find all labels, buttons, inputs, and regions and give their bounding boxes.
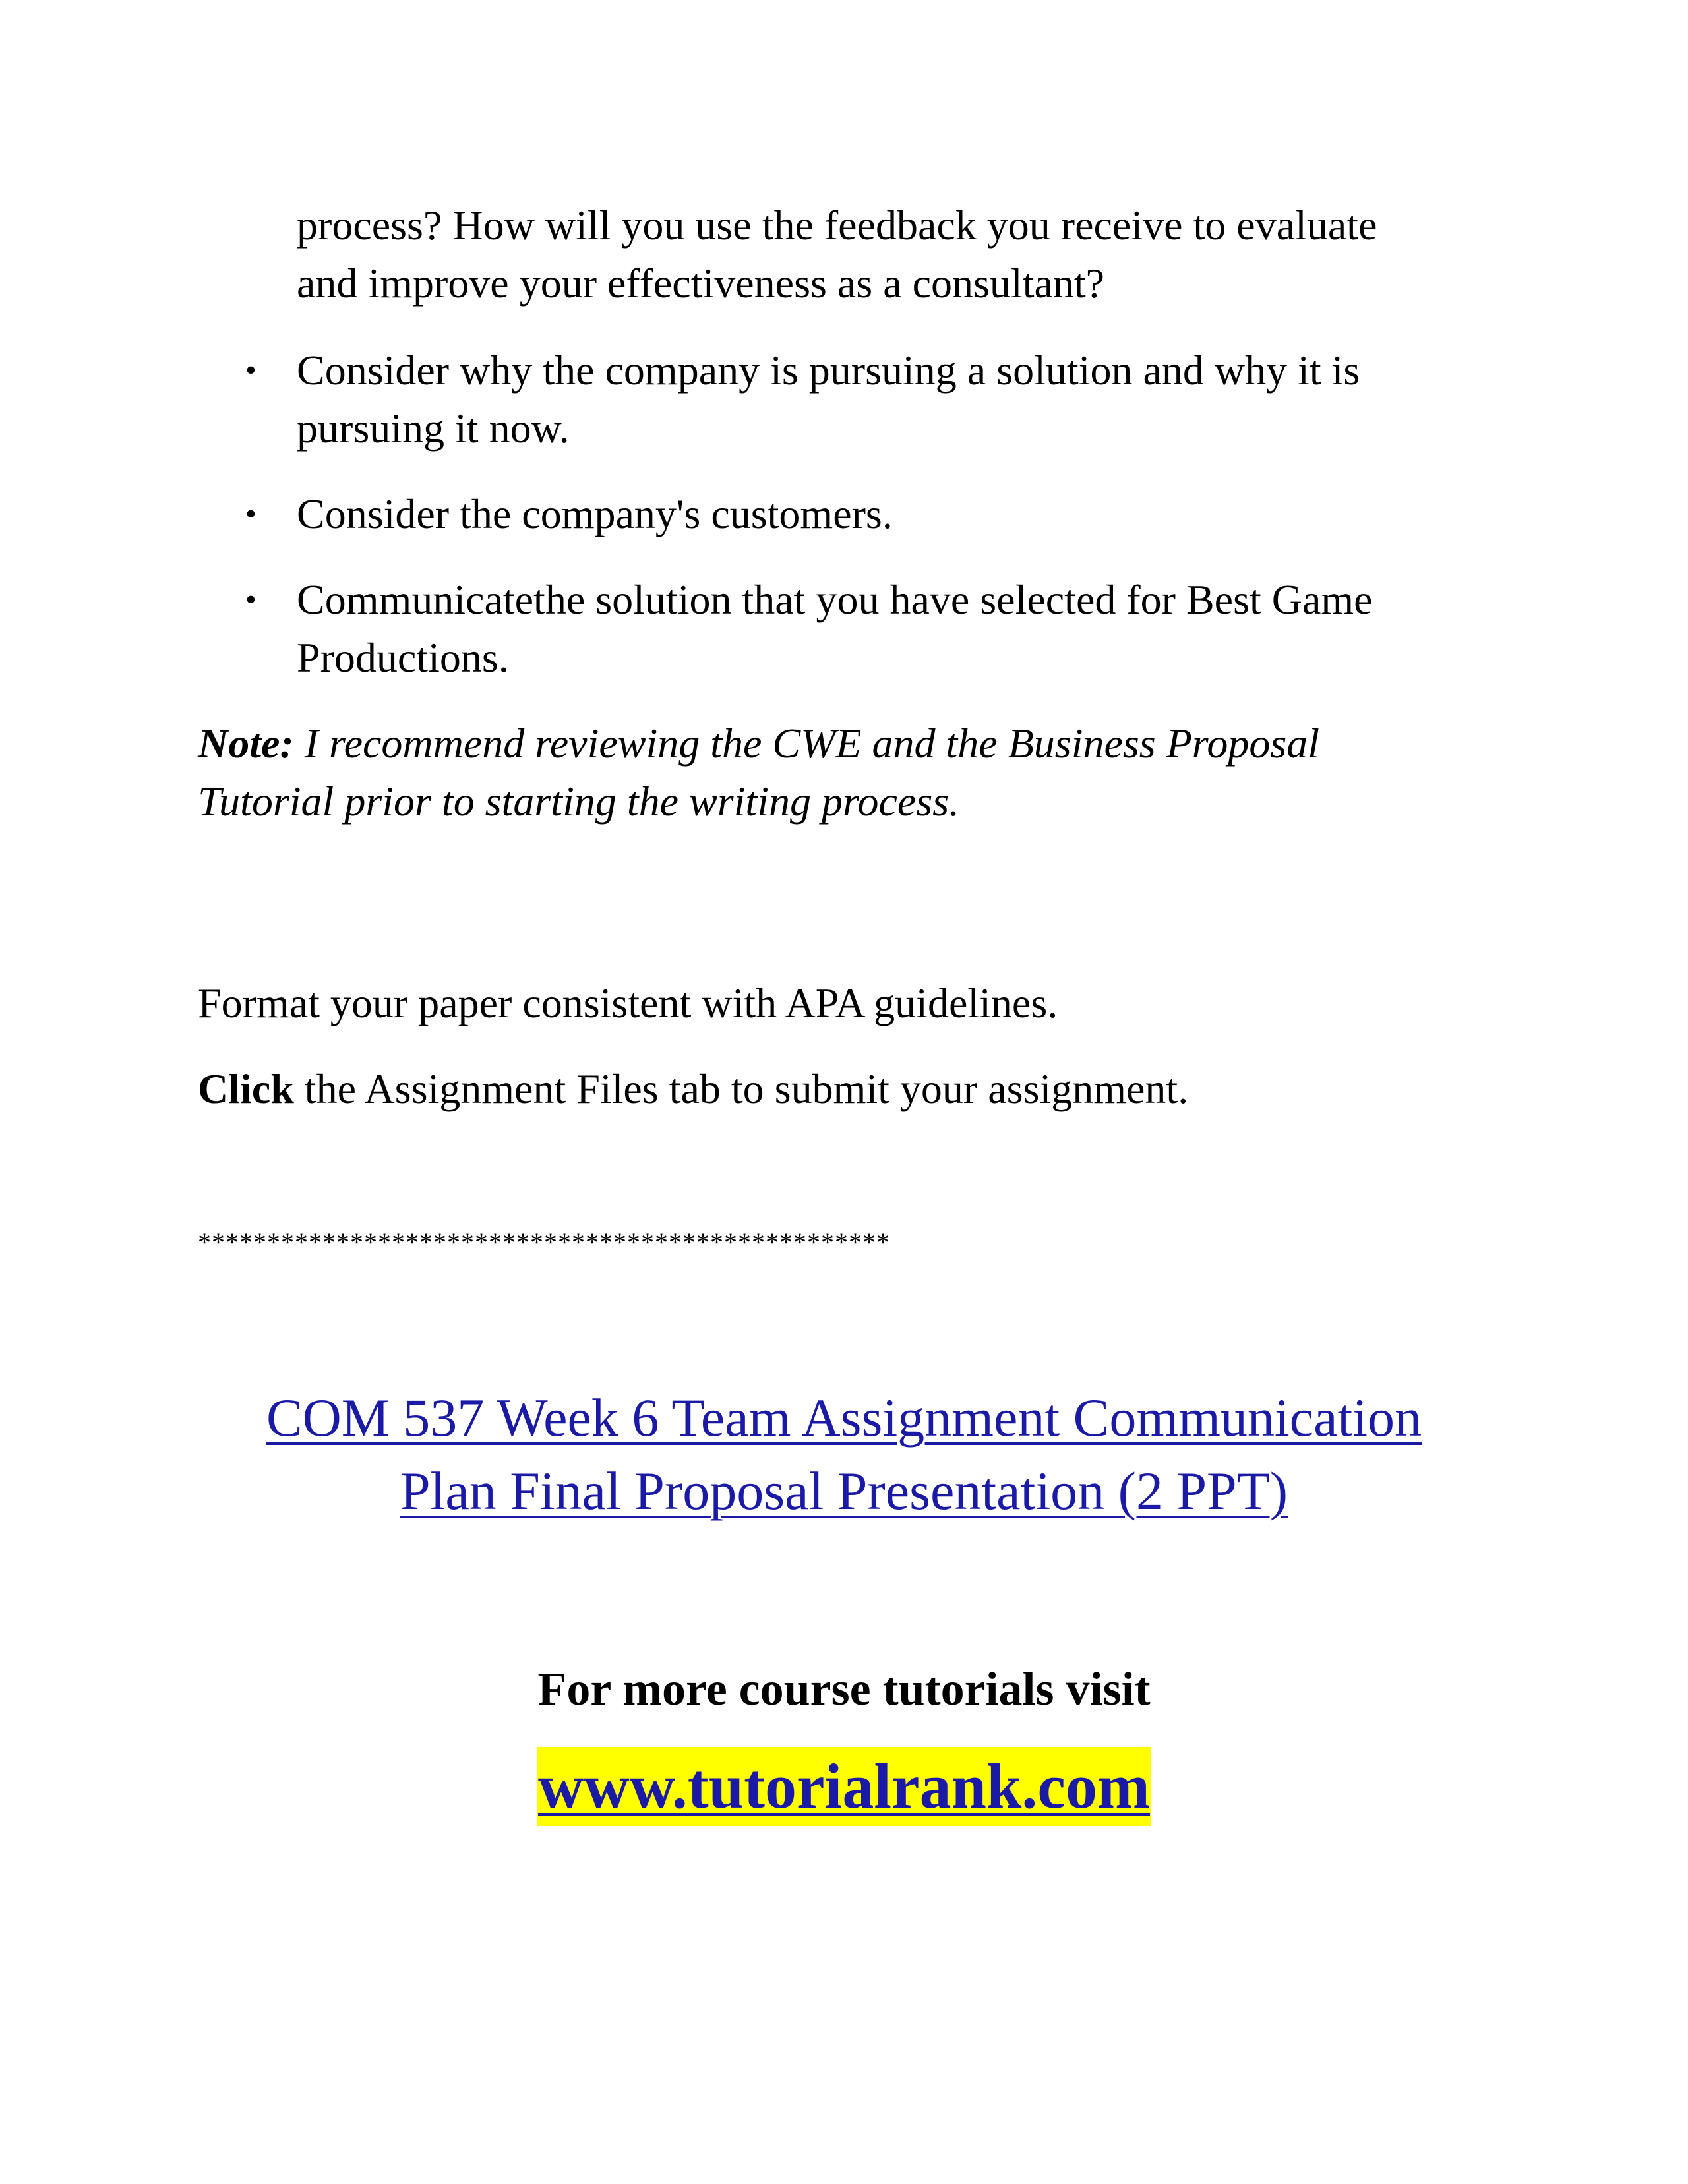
separator-stars: ************************************************** <box>198 1227 890 1257</box>
website-wrapper <box>0 1747 1688 1826</box>
click-bold: Click <box>198 1065 294 1112</box>
bullet-marker-2: • <box>245 496 256 531</box>
click-rest: the Assignment Files tab to submit your assignment. <box>293 1065 1189 1112</box>
continuation-line-1: process? How will you use the feedback you receive to evaluate <box>297 202 1377 249</box>
bullet-1-line-1: Consider why the company is pursuing a solution and why it is <box>297 347 1360 394</box>
note-text-2: Tutorial prior to starting the writing process. <box>198 778 960 825</box>
note-text-1: I recommend reviewing the CWE and the Business Proposal <box>293 720 1319 767</box>
click-instruction <box>198 1060 1188 1118</box>
website-link[interactable]: www.tutorialrank.com <box>537 1747 1151 1826</box>
bullet-3-line-1: Communicatethe solution that you have selected for Best Game <box>297 576 1373 623</box>
bullet-3-line-2: Productions. <box>297 634 509 681</box>
continuation-line-2: and improve your effectiveness as a consultant? <box>297 260 1105 307</box>
note-label: Note: <box>198 720 294 767</box>
course-link-line-1[interactable]: COM 537 Week 6 Team Assignment Communication <box>266 1388 1422 1448</box>
note-paragraph-line-1 <box>198 715 1319 773</box>
bullet-1-line-2: pursuing it now. <box>297 405 570 452</box>
format-instruction: Format your paper consistent with APA guidelines. <box>198 980 1058 1026</box>
bullet-marker-1: • <box>245 353 256 388</box>
bullet-2-line-1: Consider the company's customers. <box>297 490 893 537</box>
visit-prompt: For more course tutorials visit <box>537 1663 1151 1715</box>
bullet-marker-3: • <box>245 582 256 617</box>
course-link-line-2[interactable]: Plan Final Proposal Presentation (2 PPT) <box>400 1461 1288 1521</box>
